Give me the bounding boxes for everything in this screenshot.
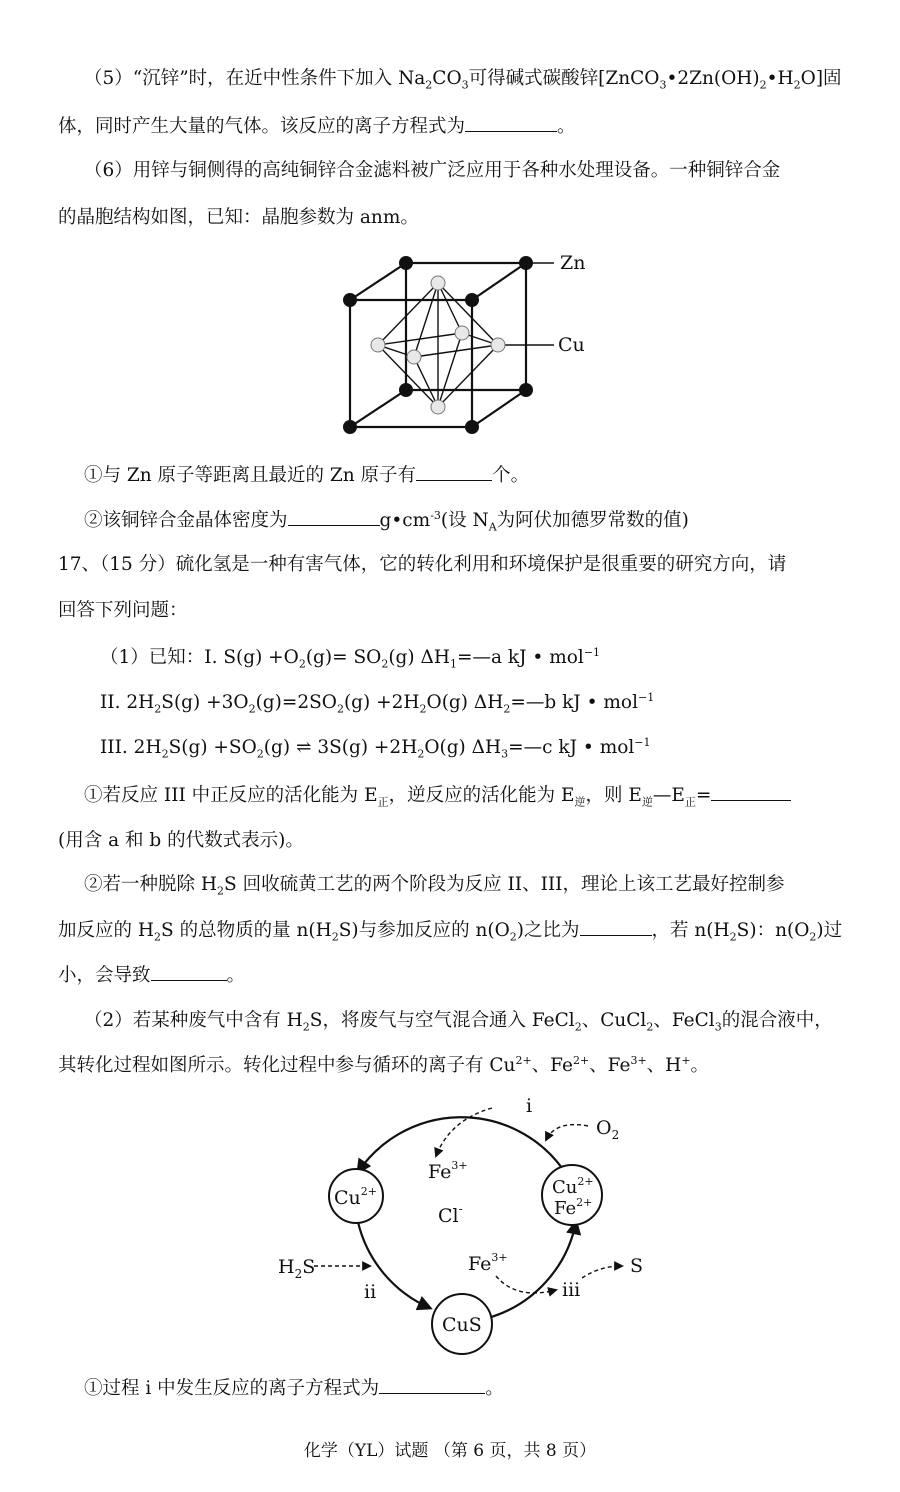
h2s-label: $H_2S$ bbox=[278, 1256, 316, 1281]
q17-line1: 17、（15 分）硫化氢是一种有害气体，它的转化利用和环境保护是很重要的研究方向，请 bbox=[58, 554, 787, 575]
q17-line2: 回答下列问题： bbox=[58, 600, 188, 621]
q17-c2-line3: 小，会导致 。 bbox=[58, 962, 245, 989]
q17-c2-line2: 加反应的 $H_2S$ 的总物质的量 $n(H_2S)$与参加反应的 $n(O_2)$之比为 ，若 $n(H_2S)$：$n(O_2)$过 bbox=[58, 917, 842, 944]
node-cu2fe2-cu: $Cu^{2+}$ bbox=[552, 1175, 594, 1198]
q16-p5-line1: （5）“沉锌”时，在近中性条件下加入 $Na_2CO_3$可得碱式碳酸锌$[ZnCO_3•2Zn(OH)_2•H_2O]$固 bbox=[84, 68, 842, 92]
q16-sub1: ①与 Zn 原子等距离且最近的 Zn 原子有 个。 bbox=[84, 462, 529, 489]
fe3-label-bottom: $Fe^{3+}$ bbox=[468, 1251, 508, 1275]
answer-blank bbox=[711, 782, 791, 801]
q16-sub2: ②该铜锌合金晶体密度为 $g•cm^{-3}$(设 $N_A$为阿伏加德罗常数的值) bbox=[84, 508, 689, 534]
step-ii: ii bbox=[364, 1281, 377, 1303]
answer-blank bbox=[465, 113, 557, 132]
answer-blank bbox=[416, 462, 492, 481]
cu-label: Cu bbox=[558, 334, 585, 356]
node-cu2: $Cu^{2+}$ bbox=[334, 1185, 377, 1209]
step-i: i bbox=[526, 1095, 533, 1117]
node-cus: CuS bbox=[442, 1314, 482, 1336]
q17-c2-line1: ②若一种脱除 $H_2S$ 回收硫黄工艺的两个阶段为反应 II、III，理论上该工艺最好控制参 bbox=[84, 874, 785, 898]
conversion-cycle-diagram bbox=[270, 1090, 670, 1360]
answer-blank bbox=[580, 917, 652, 936]
zn-label: Zn bbox=[560, 252, 586, 274]
reaction-1: （1）已知：I. $S(g) +O_2(g)= SO_2(g)$ $\Delta H_1=—a$ kJ • mol$^{-1}$ bbox=[100, 645, 601, 671]
crystal-cell-diagram bbox=[330, 245, 610, 445]
fe3-label-top: $Fe^{3+}$ bbox=[428, 1159, 468, 1183]
cl-label: Cl- bbox=[438, 1202, 463, 1227]
q17-c1-line1: ①若反应 III 中正反应的活化能为 $E_正$，逆反应的活化能为 $E_逆$，则 $E_逆—E_正=$ bbox=[84, 782, 791, 809]
reaction-3: III. $2H_2S(g) +SO_2(g)$ ⇌ $3S(g) +2H_2O(g)$ $\Delta H_3=—c$ kJ • mol$^{-1}$ bbox=[100, 735, 651, 761]
q17-c1-line2: (用含 a 和 b 的代数式表示)。 bbox=[58, 830, 304, 851]
answer-blank bbox=[288, 507, 380, 526]
q16-p6-line1: （6）用锌与铜侧得的高纯铜锌合金滤料被广泛应用于各种水处理设备。一种铜锌合金 bbox=[84, 160, 781, 181]
q17-p2-line2: 其转化过程如图所示。转化过程中参与循环的离子有 $Cu^{2+}$、$Fe^{2+}$、$Fe^{3+}$、H+。 bbox=[58, 1053, 710, 1076]
step-iii: iii bbox=[562, 1279, 581, 1301]
o2-label: $O_2$ bbox=[596, 1117, 620, 1142]
answer-blank bbox=[379, 1375, 485, 1394]
q17-last-line: ①过程 i 中发生反应的离子方程式为 。 bbox=[84, 1375, 504, 1402]
s-label: S bbox=[630, 1255, 644, 1277]
q17-p2-line1: （2）若某种废气中含有 $H_2S$，将废气与空气混合通入 FeCl$_2$、CuCl$_2$、FeCl$_3$的混合液中， bbox=[84, 1010, 833, 1034]
reaction-2: II. $2H_2S(g) +3O_2(g)=2SO_2(g) +2H_2O(g)$ $\Delta H_2=—b$ kJ • mol$^{-1}$ bbox=[100, 690, 655, 716]
node-cu2fe2-fe: $Fe^{2+}$ bbox=[554, 1196, 593, 1219]
q16-p6-line2: 的晶胞结构如图，已知：晶胞参数为 anm。 bbox=[58, 207, 419, 228]
page-footer: 化学（YL）试题 （第 6 页，共 8 页） bbox=[303, 1441, 597, 1461]
answer-blank bbox=[151, 962, 227, 981]
q16-p5-line2: 体，同时产生大量的气体。该反应的离子方程式为 。 bbox=[58, 113, 576, 140]
